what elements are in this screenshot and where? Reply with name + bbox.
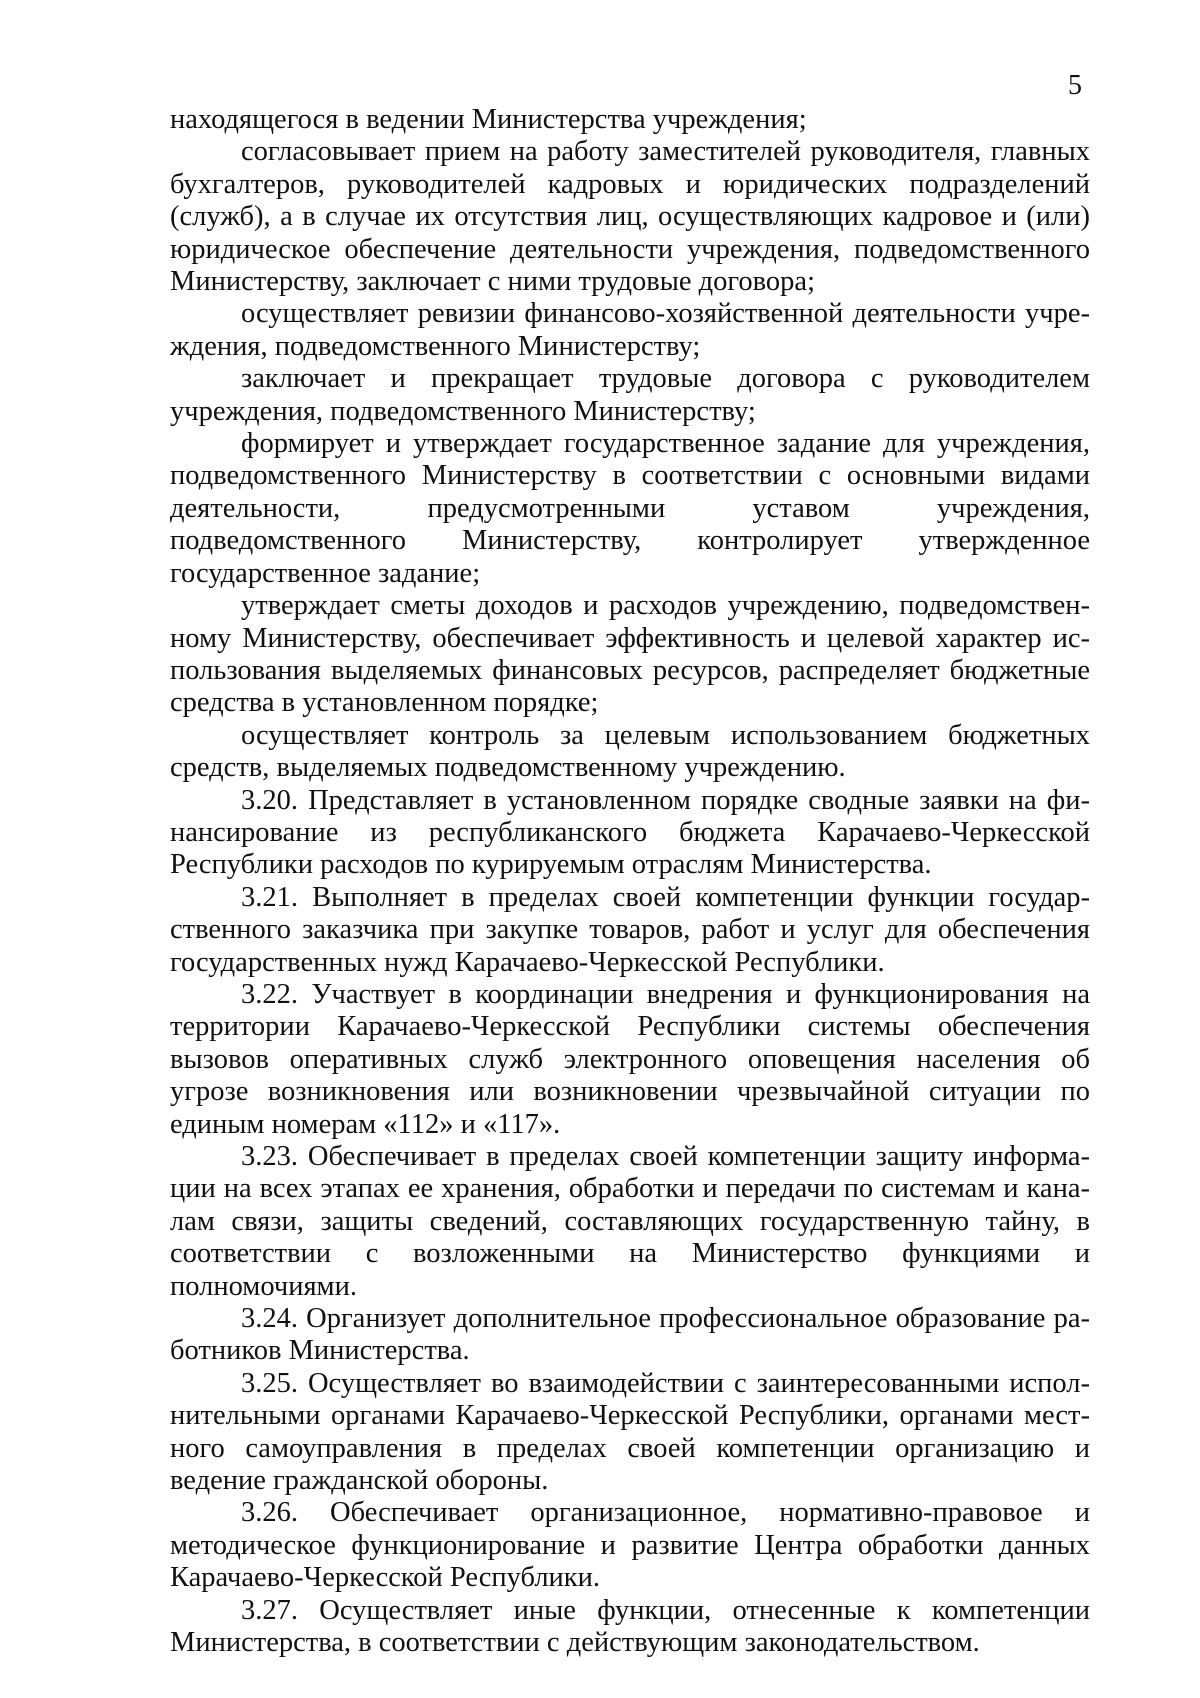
paragraph-audits: осуществляет ревизии финансово-хозяйственной деятельности учреждения, подведомственного Министерству; xyxy=(170,298,1090,362)
document-body xyxy=(170,104,1090,1660)
paragraph-budget-estimates: утверждает сметы доходов и расходов учреждению, подведомственному Министерству, обеспечивает эффективность и целевой характер использования выделяемых финансовых ресурсов, распределяет бюджетные средства в установленном порядке; xyxy=(170,590,1090,719)
paragraph-3-26: 3.26. Обеспечивает организационное, нормативно-правовое и методическое функционирование и развитие Центра обработки данных Карачаево-Черкесской Республики. xyxy=(170,1497,1090,1594)
paragraph-budget-control: осуществляет контроль за целевым использованием бюджетных средств, выделяемых подведомственному учреждению. xyxy=(170,719,1090,784)
paragraph-3-21: 3.21. Выполняет в пределах своей компетенции функции государственного заказчика при закупке товаров, работ и услуг для обеспечения государственных нужд Карачаево-Черкесской Республики. xyxy=(170,881,1090,978)
paragraph-3-27: 3.27. Осуществляет иные функции, отнесенные к компетенции Министерства, в соответствии с действующим законодательством. xyxy=(170,1594,1090,1659)
paragraph-3-24: 3.24. Организует дополнительное профессиональное образование работников Министерства. xyxy=(170,1303,1090,1367)
paragraph-3-20: 3.20. Представляет в установленном порядке сводные заявки на финансирование из республиканского бюджета Карачаево-Черкесской Республики расходов по курируемым отраслям Министерства. xyxy=(170,784,1090,881)
paragraph-state-assignment: формирует и утверждает государственное задание для учреждения, подведомственного Министерству в соответствии с основными видами деятельности, предусмотренными уставом учреждения, подведомственного Министерству, контролирует утвержденное государственное задание; xyxy=(170,428,1090,589)
paragraph-continuation: находящегося в ведении Министерства учреждения; xyxy=(170,104,807,135)
paragraph-hiring-approval: согласовывает прием на работу заместителей руководителя, главных бухгалтеров, руководителей кадровых и юридических подразделений (служб), а в случае их отсутствия лиц, осуществляющих кадровое и (или) юридическое обеспечение деятельности учреждения, подведомственного Министерству, заключает с ними трудовые договора; xyxy=(170,136,1090,298)
paragraph-labor-contracts: заключает и прекращает трудовые договора с руководителем учреждения, подведомственного Министерству; xyxy=(170,363,1090,427)
page-number: 5 xyxy=(1068,70,1082,101)
paragraph-3-25: 3.25. Осуществляет во взаимодействии с заинтересованными исполнительными органами Карачаево-Черкесской Республики, органами местного самоуправления в пределах своей компетенции организацию и ведение гражданской обороны. xyxy=(170,1367,1090,1497)
paragraph-3-22: 3.22. Участвует в координации внедрения и функционирования на территории Карачаево-Черкесской Республики системы обеспечения вызовов оперативных служб электронного оповещения населения об угрозе возникновения или возникновении чрезвычайной ситуации по единым номерам «112» и «117». xyxy=(170,978,1090,1140)
paragraph-3-23: 3.23. Обеспечивает в пределах своей компетенции защиту информации на всех этапах ее хранения, обработки и передачи по системам и каналам связи, защиты сведений, составляющих государственную тайну, в соответствии с возложенными на Министерство функциями и полномочиями. xyxy=(170,1141,1090,1302)
